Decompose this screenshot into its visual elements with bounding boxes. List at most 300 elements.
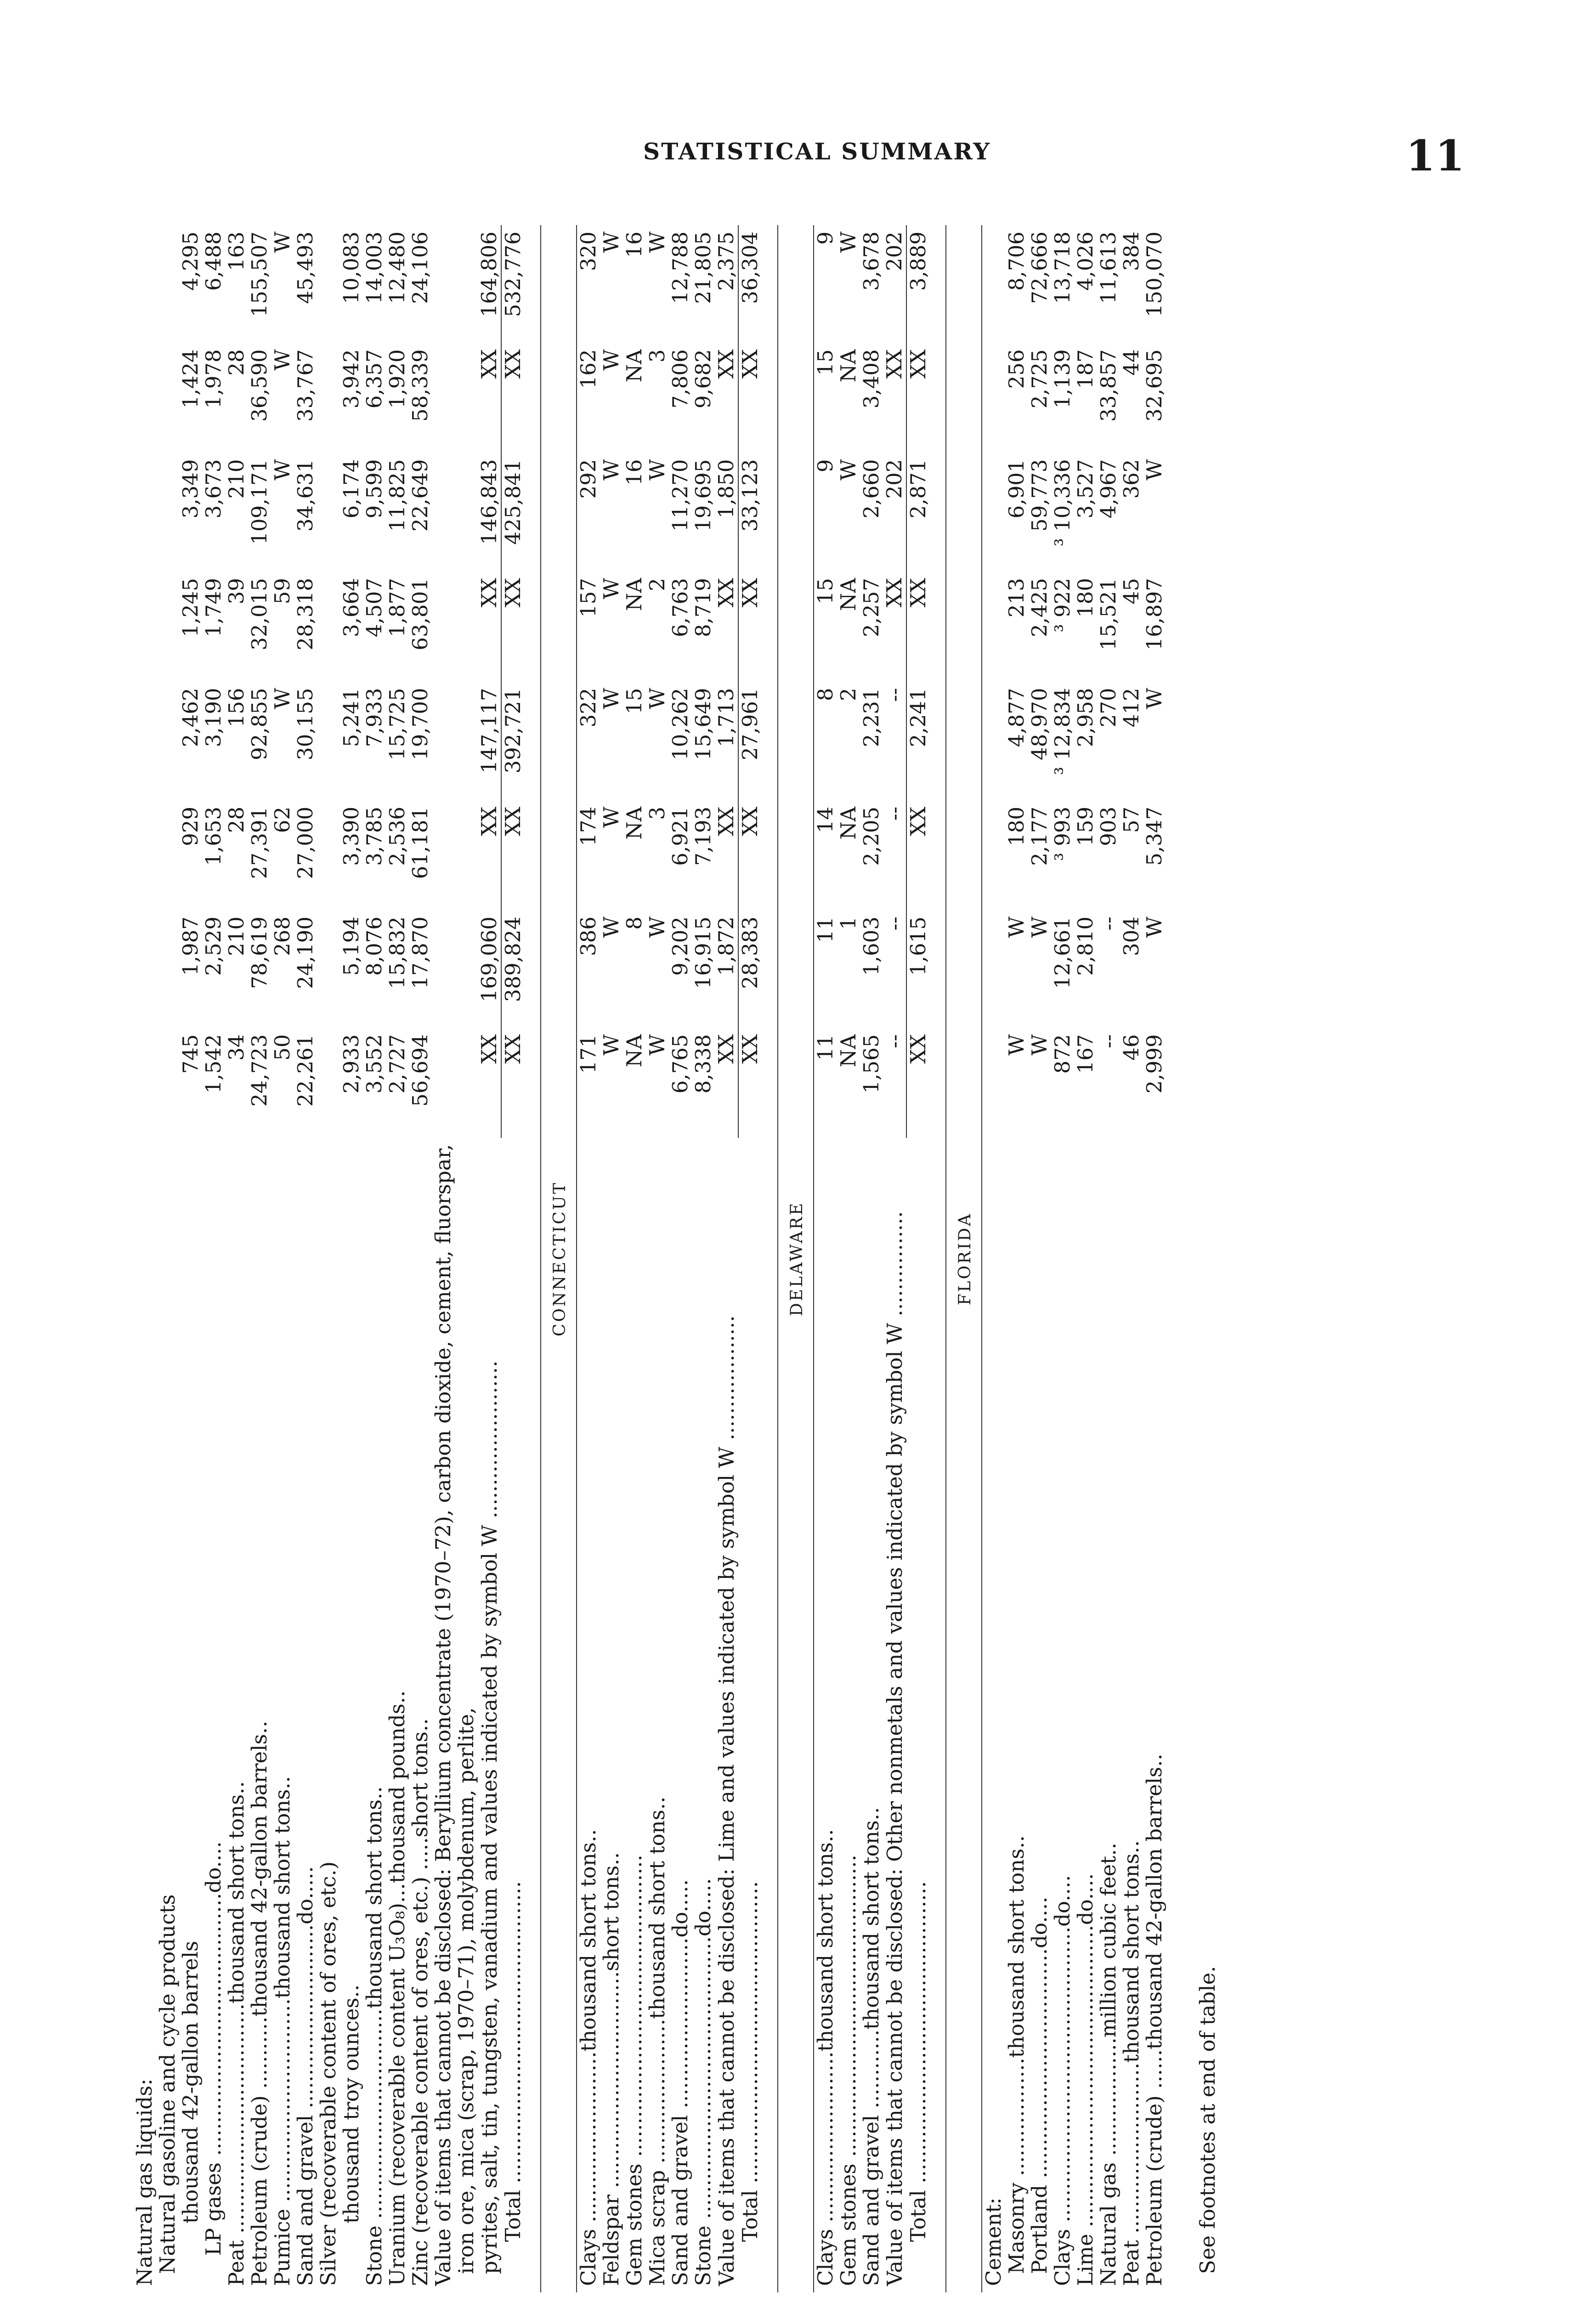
table-row (478, 225, 501, 2292)
value-cell: 213 (1004, 578, 1029, 617)
value-cell: 32,695 (1142, 349, 1166, 422)
value-cell: W (645, 459, 669, 481)
value-cell: 3,673 (201, 459, 226, 519)
value-cell (455, 1028, 478, 1137)
value-cell: W (599, 806, 623, 828)
value-cell: 2,810 (1073, 917, 1098, 976)
value-cell: 28 (224, 806, 249, 833)
value-cell: 4,967 (1096, 459, 1121, 519)
value-cell: XX (882, 578, 906, 608)
value-cell: 412 (1119, 688, 1143, 728)
value-cell: 6,901 (1004, 459, 1029, 519)
value-cell: 1,749 (201, 578, 226, 637)
value-cell: W (1142, 688, 1166, 709)
value-cell: 16,897 (1142, 578, 1166, 651)
value-cell: 15,521 (1096, 578, 1121, 651)
value-cell (982, 343, 1005, 453)
spacer-cell (1166, 225, 1182, 2292)
value-cell: 21,805 (691, 232, 715, 304)
value-cell: NA (622, 578, 646, 611)
value-cell: 1,542 (201, 1034, 226, 1094)
value-cell (133, 343, 156, 453)
value-cell: 162 (576, 349, 600, 389)
total-value-cell: XX (738, 1028, 762, 1137)
value-cell: 180 (1073, 578, 1098, 617)
value-cell (156, 343, 179, 453)
value-cell: W (270, 232, 294, 253)
value-cell (133, 800, 156, 910)
table-row (363, 225, 386, 2292)
value-cell: -- (882, 1034, 906, 1048)
value-cell: 2,958 (1073, 688, 1098, 747)
total-value-cell: XX (738, 800, 762, 910)
value-cell: 1,603 (859, 917, 883, 976)
value-cell: 6,763 (668, 578, 692, 637)
footnote-note: See footnotes at end of table. (1195, 1966, 1220, 2274)
value-cell: XX (477, 806, 501, 836)
value-cell: XX (714, 1034, 738, 1064)
table-row (156, 225, 179, 2292)
value-cell: -- (1096, 917, 1121, 931)
value-cell: 3,552 (362, 1034, 386, 1094)
value-cell: W (836, 232, 860, 253)
value-cell: 12,661 (1050, 917, 1075, 989)
value-cell (432, 571, 455, 681)
value-cell: 15 (813, 578, 838, 605)
value-cell: 3,785 (362, 806, 386, 866)
value-cell: 270 (1096, 688, 1121, 728)
table-row (1005, 225, 1028, 2292)
row-label: pyrites, salt, tin, tungsten, vanadium and values indicated by symbol W ........................ (477, 1360, 502, 2274)
value-cell: 163 (224, 232, 249, 271)
value-cell (982, 681, 1005, 800)
state-section-header (541, 225, 577, 2292)
value-cell: 320 (576, 232, 600, 271)
value-cell (982, 453, 1005, 571)
value-cell: XX (714, 806, 738, 836)
value-cell: NA (622, 349, 646, 383)
value-cell: 15 (813, 349, 838, 376)
value-cell: 171 (576, 1034, 600, 1074)
value-cell: W (270, 349, 294, 371)
value-cell: W (645, 232, 669, 253)
value-cell: 146,843 (477, 459, 501, 545)
value-cell: 8 (813, 688, 838, 701)
total-value-cell: 2,241 (906, 681, 930, 800)
value-cell (317, 343, 340, 453)
value-cell: 872 (1050, 1034, 1075, 1074)
row-label: Pumice ...............................thousand short tons.. (270, 1776, 294, 2286)
value-cell: 19,695 (691, 459, 715, 532)
table-row (669, 225, 692, 2292)
value-cell: NA (836, 1034, 860, 1068)
table-row (814, 225, 837, 2292)
table-row (860, 225, 883, 2292)
value-cell: 4,295 (178, 232, 203, 291)
value-cell: 13,718 (1050, 232, 1075, 304)
value-cell: 27,000 (293, 806, 317, 879)
running-header-title: STATISTICAL SUMMARY (643, 138, 991, 165)
value-cell (133, 910, 156, 1028)
value-cell: 174 (576, 806, 600, 846)
value-cell: 2,536 (385, 806, 409, 866)
value-cell: 4,877 (1004, 688, 1029, 747)
value-cell: 8,706 (1004, 232, 1029, 291)
value-cell (982, 571, 1005, 681)
row-label: Cement: (981, 2197, 1006, 2286)
total-value-cell: XX (906, 800, 930, 910)
value-cell: 1,713 (714, 688, 738, 747)
table-row (1120, 225, 1143, 2292)
value-cell: 1,850 (714, 459, 738, 519)
total-value-cell: 28,383 (738, 910, 762, 1028)
value-cell: 8 (622, 917, 646, 930)
total-value-cell: 389,824 (501, 910, 525, 1028)
value-cell: 155,507 (247, 232, 272, 317)
value-cell: 304 (1119, 917, 1143, 956)
value-cell: 2,231 (859, 688, 883, 747)
value-cell: 17,870 (408, 917, 432, 989)
value-cell (156, 681, 179, 800)
value-cell: 12,480 (385, 232, 409, 304)
value-cell: 3,664 (339, 578, 363, 637)
value-cell: 19,700 (408, 688, 432, 760)
value-cell (982, 910, 1005, 1028)
state-section-header (946, 225, 982, 2292)
row-label: Silver (recoverable content of ores, etc.) (316, 1861, 340, 2286)
table-row (294, 225, 317, 2292)
spacer-cell (525, 225, 541, 2292)
row-label: Gem stones .............................................. (622, 1855, 646, 2286)
row-label: Lime ..............................................do.... (1073, 1873, 1098, 2286)
value-cell: XX (477, 349, 501, 379)
value-cell: W (599, 688, 623, 709)
value-cell: 5,241 (339, 688, 363, 747)
value-cell: 78,619 (247, 917, 272, 989)
value-cell (133, 681, 156, 800)
value-cell: 28,318 (293, 578, 317, 651)
value-cell: 27,391 (247, 806, 272, 879)
value-cell: 44 (1119, 349, 1143, 376)
value-cell (317, 453, 340, 571)
total-value-cell: XX (906, 1028, 930, 1137)
value-cell: W (599, 578, 623, 600)
value-cell: 1,565 (859, 1034, 883, 1094)
table-row (1028, 225, 1051, 2292)
row-label: Clays ..........................thousand short tons.. (813, 1829, 838, 2286)
total-value-cell: XX (501, 571, 525, 681)
value-cell: 24,190 (293, 917, 317, 989)
value-cell: 16 (622, 232, 646, 258)
value-cell: 2,933 (339, 1034, 363, 1094)
value-cell: 15,725 (385, 688, 409, 760)
value-cell: NA (836, 578, 860, 611)
value-cell: ³ 922 (1050, 578, 1075, 633)
value-cell: 1,139 (1050, 349, 1075, 409)
row-label: Peat ...................................thousand short tons.. (224, 1781, 249, 2286)
value-cell: W (599, 232, 623, 253)
value-cell: -- (882, 688, 906, 702)
row-label: iron ore, mica (scrap, 1970–71), molybdenum, perlite, (454, 1707, 478, 2274)
value-cell: 12,788 (668, 232, 692, 304)
value-cell (156, 800, 179, 910)
value-cell: 3 (645, 349, 669, 362)
page-number: 11 (1406, 131, 1465, 181)
table-row (409, 225, 432, 2292)
total-value-cell: 425,841 (501, 453, 525, 571)
value-cell: 210 (224, 459, 249, 499)
value-cell: -- (882, 806, 906, 821)
statistical-summary-table (133, 225, 1182, 2292)
value-cell: W (270, 459, 294, 481)
value-cell (432, 681, 455, 800)
value-cell (455, 800, 478, 910)
value-cell (317, 1028, 340, 1137)
table-row (837, 225, 860, 2292)
value-cell: 1,424 (178, 349, 203, 409)
value-cell: 57 (1119, 806, 1143, 833)
value-cell: 3,527 (1073, 459, 1098, 519)
value-cell: 6,765 (668, 1034, 692, 1094)
table-row (248, 225, 271, 2292)
value-cell: 50 (270, 1034, 294, 1061)
value-cell: 169,060 (477, 917, 501, 1002)
table-row (1074, 225, 1097, 2292)
total-label: Total .............................................. (738, 1881, 762, 2242)
value-cell: 4,026 (1073, 232, 1098, 291)
row-label: Stone ...........................................do..... (691, 1878, 715, 2286)
row-label: Clays .............................................do.... (1050, 1875, 1075, 2286)
value-cell: 8,076 (362, 917, 386, 976)
value-cell (432, 453, 455, 571)
value-cell: 9,202 (668, 917, 692, 976)
value-cell: 11 (813, 917, 838, 943)
value-cell: W (599, 349, 623, 371)
value-cell: 210 (224, 917, 249, 956)
section-spacer (762, 225, 778, 2292)
value-cell: W (1004, 1034, 1029, 1056)
value-cell: 14,003 (362, 232, 386, 304)
table-row (432, 225, 455, 2292)
value-cell (317, 225, 340, 343)
value-cell: 384 (1119, 232, 1143, 271)
value-cell (317, 571, 340, 681)
value-cell: 903 (1096, 806, 1121, 846)
value-cell (455, 910, 478, 1028)
total-value-cell: 33,123 (738, 453, 762, 571)
total-value-cell: 2,871 (906, 453, 930, 571)
value-cell: 150,070 (1142, 232, 1166, 317)
row-label: Sand and gravel ..........................do..... (668, 1879, 692, 2286)
value-cell: 8,719 (691, 578, 715, 637)
value-cell: 92,855 (247, 688, 272, 760)
table-row (982, 225, 1005, 2292)
value-cell: 256 (1004, 349, 1029, 389)
row-label: Zinc (recoverable content of ores, etc.) .....short tons.. (408, 1718, 432, 2286)
value-cell: 202 (882, 232, 906, 271)
value-cell: XX (477, 578, 501, 608)
total-value-cell: XX (501, 343, 525, 453)
value-cell (133, 571, 156, 681)
value-cell: 2,999 (1142, 1034, 1166, 1094)
table-body (133, 225, 1182, 2292)
value-cell: 9 (813, 232, 838, 245)
row-label: Peat ..........................thousand short tons.. (1119, 1840, 1143, 2286)
value-cell: W (1004, 917, 1029, 938)
value-cell: 202 (882, 459, 906, 499)
state-name: CONNECTICUT (541, 225, 577, 2292)
value-cell: 62 (270, 806, 294, 833)
value-cell: 9,599 (362, 459, 386, 519)
row-label: Petroleum (crude) ......thousand 42-gallon barrels.. (1142, 1754, 1166, 2286)
value-cell: 39 (224, 578, 249, 605)
total-value-cell: XX (738, 343, 762, 453)
section-spacer (1166, 225, 1182, 2292)
value-cell: 2,462 (178, 688, 203, 747)
value-cell: 3,678 (859, 232, 883, 291)
table-row (133, 225, 156, 2292)
value-cell: 10,083 (339, 232, 363, 304)
value-cell: 16,915 (691, 917, 715, 989)
value-cell: 11,613 (1096, 232, 1121, 304)
value-cell: 2 (836, 688, 860, 701)
value-cell: 22,649 (408, 459, 432, 532)
value-cell: XX (714, 349, 738, 379)
value-cell: 15 (622, 688, 646, 714)
value-cell: 2,725 (1027, 349, 1052, 409)
total-row (501, 225, 525, 2292)
row-label: Mica scrap ......................thousand short tons.. (645, 1796, 669, 2286)
value-cell: W (645, 688, 669, 709)
value-cell: W (836, 459, 860, 481)
table-row (646, 225, 669, 2292)
value-cell: 147,117 (477, 688, 501, 774)
value-cell: 7,193 (691, 806, 715, 866)
row-label: LP gases ........................................do.... (201, 1841, 226, 2256)
value-cell: W (599, 1034, 623, 1056)
row-label: Natural gas liquids: (132, 2078, 157, 2286)
row-label: Portland ...................................do.... (1027, 1896, 1052, 2274)
value-cell: 32,015 (247, 578, 272, 651)
value-cell: 6,174 (339, 459, 363, 519)
table-row (600, 225, 623, 2292)
value-cell: 268 (270, 917, 294, 956)
value-cell: W (270, 688, 294, 709)
rotated-statistical-table (133, 225, 1273, 2292)
row-label: Value of items that cannot be disclosed: Lime and values indicated by symbol W ................... (714, 1315, 739, 2286)
value-cell: 11,270 (668, 459, 692, 532)
value-cell: 61,181 (408, 806, 432, 879)
value-cell: 7,806 (668, 349, 692, 409)
value-cell: 9 (813, 459, 838, 473)
value-cell: 15,649 (691, 688, 715, 760)
total-value-cell: XX (501, 800, 525, 910)
value-cell (982, 800, 1005, 910)
value-cell: W (1142, 459, 1166, 481)
value-cell: 2,425 (1027, 578, 1052, 637)
value-cell: 63,801 (408, 578, 432, 651)
total-label: Total .............................................. (906, 1881, 930, 2242)
spacer-cell (930, 225, 946, 2292)
row-label: Value of items that cannot be disclosed: Other nonmetals and values indicated by symbol W ................ (883, 1211, 907, 2286)
value-cell (156, 1028, 179, 1137)
value-cell: 3,390 (339, 806, 363, 866)
row-label: Masonry ..................thousand short tons.. (1004, 1835, 1029, 2274)
value-cell: 322 (576, 688, 600, 728)
value-cell: 1,245 (178, 578, 203, 637)
value-cell: 10,262 (668, 688, 692, 760)
value-cell: 11,825 (385, 459, 409, 532)
value-cell: 292 (576, 459, 600, 499)
value-cell: 11 (813, 1034, 838, 1061)
value-cell: W (599, 917, 623, 938)
value-cell: 1,872 (714, 917, 738, 976)
value-cell: 929 (178, 806, 203, 846)
value-cell: 6,488 (201, 232, 226, 291)
table-row (1051, 225, 1074, 2292)
value-cell: 16 (622, 459, 646, 486)
value-cell: 45,493 (293, 232, 317, 304)
value-cell: 3,942 (339, 349, 363, 409)
value-cell (455, 343, 478, 453)
value-cell: XX (477, 1034, 501, 1064)
value-cell: W (645, 917, 669, 938)
row-label: Uranium (recoverable content U₃O₈)...thousand pounds.. (385, 1690, 409, 2286)
value-cell: 34 (224, 1034, 249, 1061)
state-name: DELAWARE (778, 225, 814, 2292)
total-value-cell: 27,961 (738, 681, 762, 800)
value-cell (317, 910, 340, 1028)
value-cell: 159 (1073, 806, 1098, 846)
value-cell: NA (622, 806, 646, 840)
total-value-cell: 532,776 (501, 225, 525, 343)
value-cell: 5,194 (339, 917, 363, 976)
value-cell: 56,694 (408, 1034, 432, 1107)
value-cell: W (599, 459, 623, 481)
value-cell: 3,408 (859, 349, 883, 409)
value-cell: 2,205 (859, 806, 883, 866)
table-row (1097, 225, 1120, 2292)
total-value-cell: XX (738, 571, 762, 681)
value-cell (982, 1028, 1005, 1137)
total-row (906, 225, 930, 2292)
value-cell: 2,529 (201, 917, 226, 976)
table-row (271, 225, 294, 2292)
value-cell: 3,190 (201, 688, 226, 747)
value-cell: 5,347 (1142, 806, 1166, 866)
table-row (340, 225, 363, 2292)
total-label: Total .............................................. (501, 1881, 525, 2242)
value-cell: 33,767 (293, 349, 317, 422)
table-row (577, 225, 600, 2292)
value-cell: 14 (813, 806, 838, 833)
value-cell (455, 453, 478, 571)
value-cell: 1,653 (201, 806, 226, 866)
value-cell (133, 453, 156, 571)
total-value-cell: 1,615 (906, 910, 930, 1028)
value-cell (982, 225, 1005, 343)
value-cell (432, 910, 455, 1028)
value-cell: 6,357 (362, 349, 386, 409)
value-cell: 46 (1119, 1034, 1143, 1061)
table-row (202, 225, 225, 2292)
table-row (692, 225, 715, 2292)
value-cell: 33,857 (1096, 349, 1121, 422)
section-spacer (525, 225, 541, 2292)
row-label: Stone ................................thousand short tons.. (362, 1786, 386, 2286)
table-row (317, 225, 340, 2292)
value-cell: 3 (645, 806, 669, 820)
